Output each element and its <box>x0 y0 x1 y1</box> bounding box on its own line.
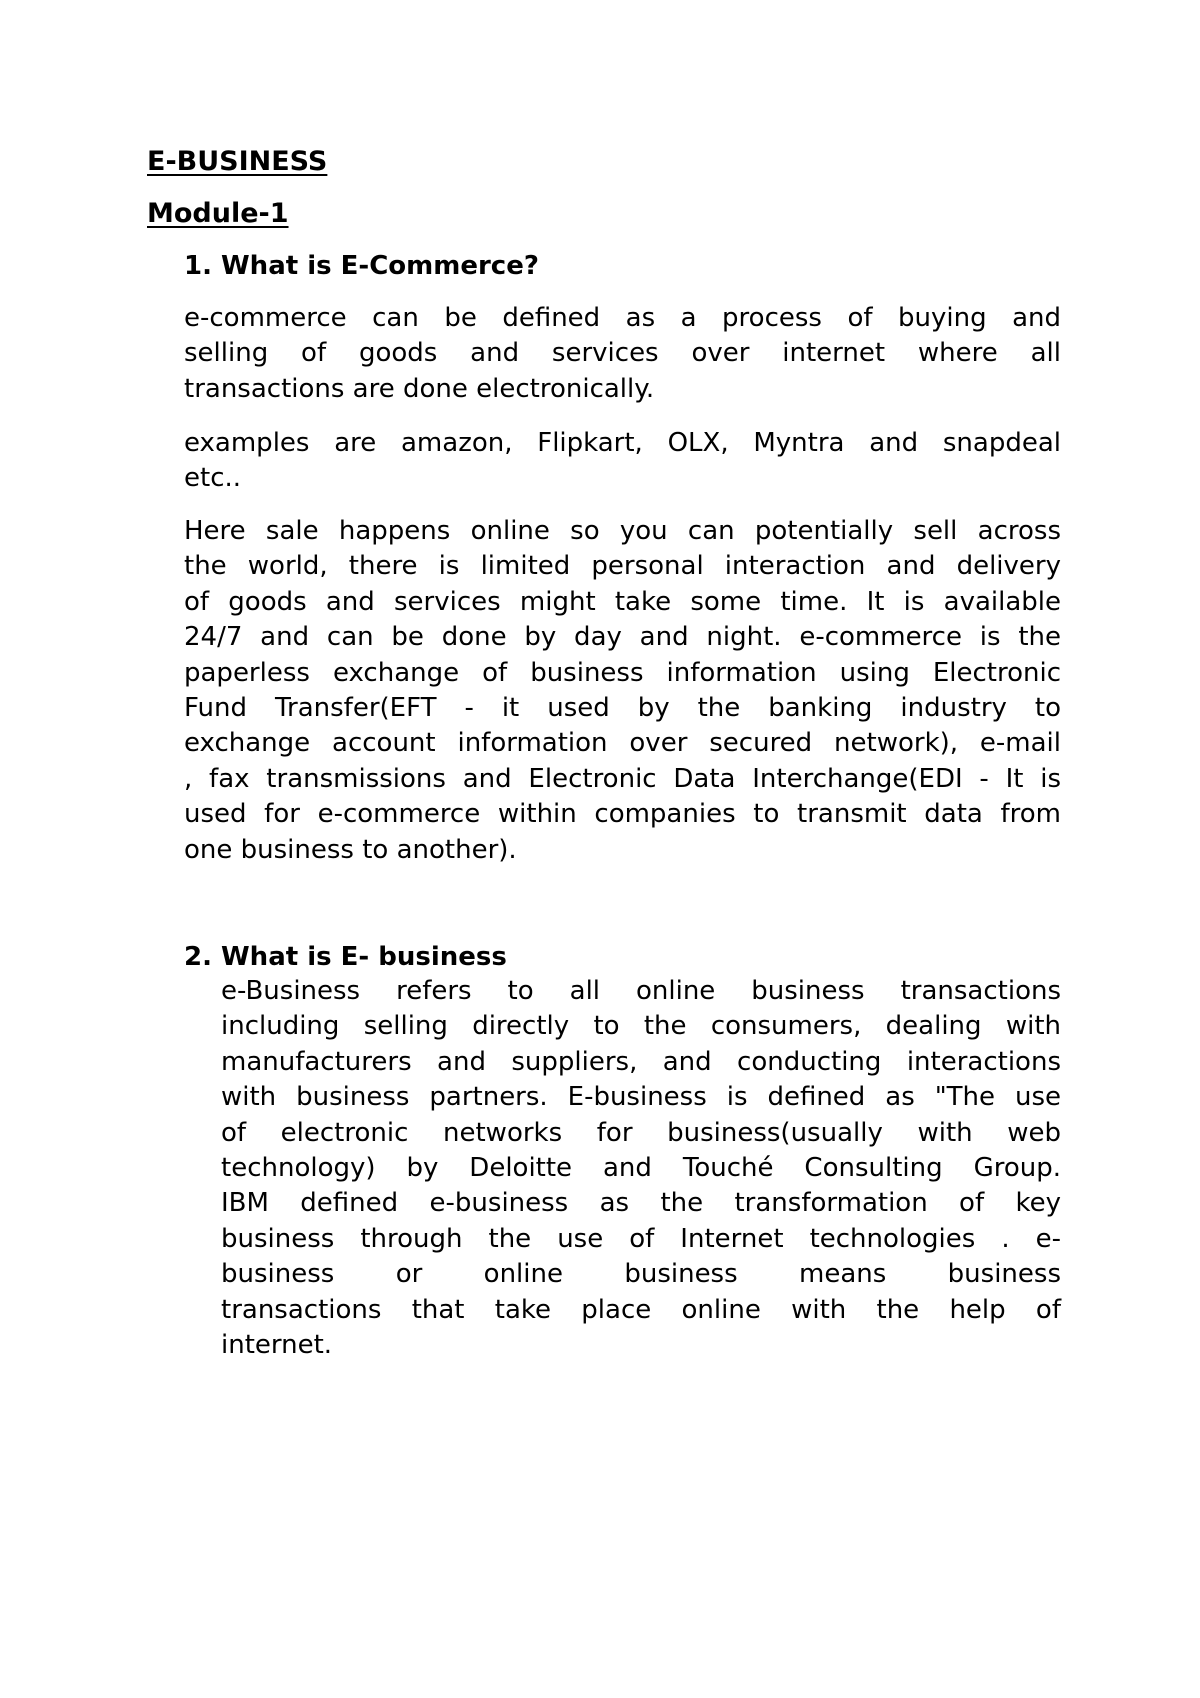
module-heading: Module-1 <box>147 198 289 229</box>
question-2-number: 2. <box>184 942 212 972</box>
text-line: business through the use of Internet technologies . e- <box>221 1223 1061 1254</box>
question-1-title: What is E-Commerce? <box>221 251 539 281</box>
q2-paragraph <box>221 974 1061 1363</box>
question-2-heading <box>184 939 507 975</box>
text-line: used for e-commerce within companies to transmit data from <box>184 799 1061 830</box>
question-1-heading <box>184 248 539 284</box>
text-line: selling of goods and services over internet where all <box>184 338 1061 369</box>
text-line: IBM defined e-business as the transformation of key <box>221 1188 1061 1219</box>
text-line: manufacturers and suppliers, and conducting interactions <box>221 1046 1061 1077</box>
text-line: internet. <box>221 1330 333 1361</box>
text-line: Here sale happens online so you can potentially sell across <box>184 516 1061 546</box>
text-line: e-commerce can be defined as a process of buying and <box>184 303 1061 333</box>
text-line: technology) by Deloitte and Touché Consulting Group. <box>221 1153 1061 1184</box>
text-line: 24/7 and can be done by day and night. e-commerce is the <box>184 622 1061 653</box>
text-line: exchange account information over secured network), e-mail <box>184 728 1061 759</box>
q1-paragraph-examples <box>184 426 1061 497</box>
text-line: of goods and services might take some time. It is available <box>184 586 1061 617</box>
text-line: e-Business refers to all online business transactions <box>221 976 1061 1006</box>
text-line: transactions are done electronically. <box>184 373 655 404</box>
text-line: the world, there is limited personal interaction and delivery <box>184 551 1061 582</box>
text-line: including selling directly to the consumers, dealing with <box>221 1011 1061 1042</box>
text-line: with business partners. E-business is defined as "The use <box>221 1082 1061 1113</box>
q1-paragraph-details <box>184 514 1061 868</box>
text-line: examples are amazon, Flipkart, OLX, Myntra and snapdeal <box>184 428 1061 458</box>
text-line: business or online business means business <box>221 1259 1061 1290</box>
text-line: paperless exchange of business information using Electronic <box>184 657 1061 688</box>
text-line: , fax transmissions and Electronic Data Interchange(EDI - It is <box>184 763 1061 794</box>
text-line: Fund Transfer(EFT - it used by the banking industry to <box>184 693 1061 724</box>
q1-paragraph-definition <box>184 301 1061 407</box>
text-line: transactions that take place online with the help of <box>221 1294 1061 1325</box>
text-line: etc.. <box>184 463 242 494</box>
text-line: one business to another). <box>184 834 517 865</box>
document-title: E-BUSINESS <box>147 146 328 177</box>
question-1-number: 1. <box>184 251 212 281</box>
text-line: of electronic networks for business(usually with web <box>221 1117 1061 1148</box>
question-2-title: What is E- business <box>221 942 507 972</box>
